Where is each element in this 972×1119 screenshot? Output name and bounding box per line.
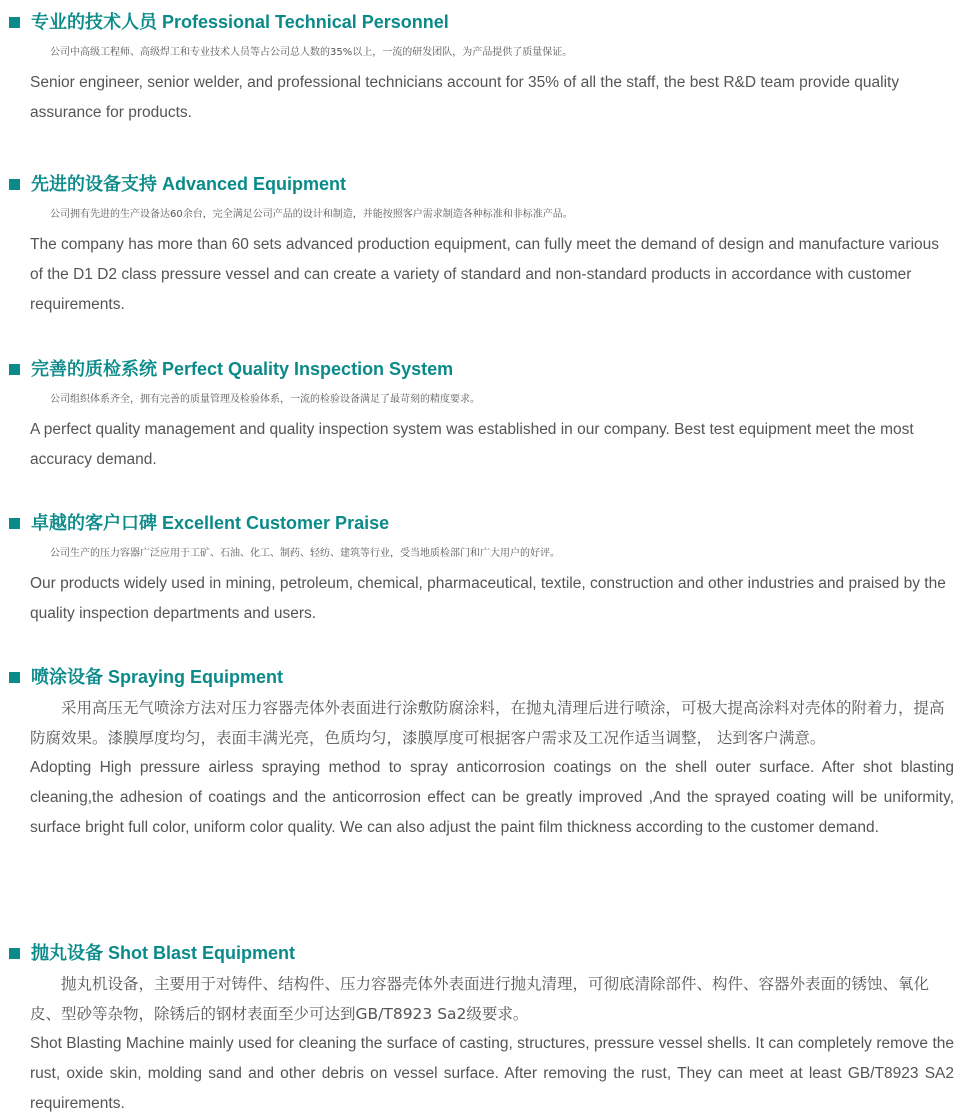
section-heading (0, 8, 972, 36)
section-advanced-equipment (0, 170, 972, 320)
section-title: 专业的技术人员 Professional Technical Personnel (31, 12, 449, 32)
section-text-chinese: 采用高压无气喷涂方法对压力容器壳体外表面进行涂敷防腐涂料，在抛丸清理后进行喷涂，可极大提高涂料对壳体的附着力，提高防腐效果。漆膜厚度均匀，表面丰满光亮，色质均匀，漆膜厚度可根据客户需求及工况作适当调整， 达到客户满意。 (30, 699, 945, 747)
section-customer-praise (0, 509, 972, 629)
square-bullet-icon (9, 364, 20, 375)
section-text-chinese: 公司拥有先进的生产设备达60余台，完全满足公司产品的设计和制造，并能按照客户需求制造各种标准和非标准产品。 (50, 209, 573, 220)
section-title: 先进的设备支持 Advanced Equipment (31, 174, 347, 194)
section-text-english: A perfect quality management and quality inspection system was established in our company. Best test equipment meet the most accuracy demand. (30, 421, 914, 468)
square-bullet-icon (9, 948, 20, 959)
section-text-english: Senior engineer, senior welder, and professional technicians account for 35% of all the staff, the best R&D team provide quality assurance for products. (30, 74, 900, 121)
section-shot-blast-equipment (0, 939, 972, 1119)
section-title: 抛丸设备 Shot Blast Equipment (31, 943, 296, 963)
section-text-chinese: 公司中高级工程师、高级焊工和专业技术人员等占公司总人数的35%以上，一流的研发团队，为产品提供了质量保证。 (50, 47, 573, 58)
section-spraying-equipment (0, 663, 972, 843)
section-title: 完善的质检系统 Perfect Quality Inspection System (31, 359, 454, 379)
section-text-english: Our products widely used in mining, petroleum, chemical, pharmaceutical, textile, construction and other industries and praised by the quality inspection departments and users. (30, 575, 946, 622)
section-heading (0, 663, 972, 691)
section-text-english: Adopting High pressure airless spraying method to spray anticorrosion coatings on the shell outer surface. After shot blasting cleaning,the adhesion of coatings and the anticorrosion effect can be greatly improved ,And the sprayed coating will be uniformity, surface bright full color, uniform color quality. We can also adjust the paint film thickness according to the customer demand. (30, 759, 954, 836)
section-title: 喷涂设备 Spraying Equipment (31, 667, 284, 687)
section-text-chinese: 公司组织体系齐全，拥有完善的质量管理及检验体系，一流的检验设备满足了最苛刻的精度要求。 (50, 394, 480, 405)
section-quality-inspection (0, 355, 972, 475)
section-text-chinese: 公司生产的压力容器广泛应用于工矿、石油、化工、制药、轻纺、建筑等行业，受当地质检部门和广大用户的好评。 (50, 548, 560, 559)
section-text-english: The company has more than 60 sets advanced production equipment, can fully meet the demand of design and manufacture various of the D1 D2 class pressure vessel and can create a variety of standard and non-standard products in accordance with customer requirements. (30, 236, 940, 313)
section-text-english: Shot Blasting Machine mainly used for cleaning the surface of casting, structures, pressure vessel shells. It can completely remove the rust, oxide skin, molding sand and other debris on vessel surface. After removing the rust, They can meet at least GB/T8923 SA2 requirements. (30, 1035, 954, 1112)
section-heading (0, 509, 972, 537)
square-bullet-icon (9, 518, 20, 529)
section-heading (0, 170, 972, 198)
section-professional-personnel (0, 8, 972, 128)
section-text-chinese: 抛丸机设备，主要用于对铸件、结构件、压力容器壳体外表面进行抛丸清理，可彻底清除部件、构件、容器外表面的锈蚀、氧化皮、型砂等杂物，除锈后的钢材表面至少可达到GB/T8923 Sa2级要求。 (30, 975, 930, 1023)
section-title: 卓越的客户口碑 Excellent Customer Praise (31, 513, 390, 533)
section-heading (0, 355, 972, 383)
square-bullet-icon (9, 179, 20, 190)
square-bullet-icon (9, 17, 20, 28)
square-bullet-icon (9, 672, 20, 683)
section-heading (0, 939, 972, 967)
